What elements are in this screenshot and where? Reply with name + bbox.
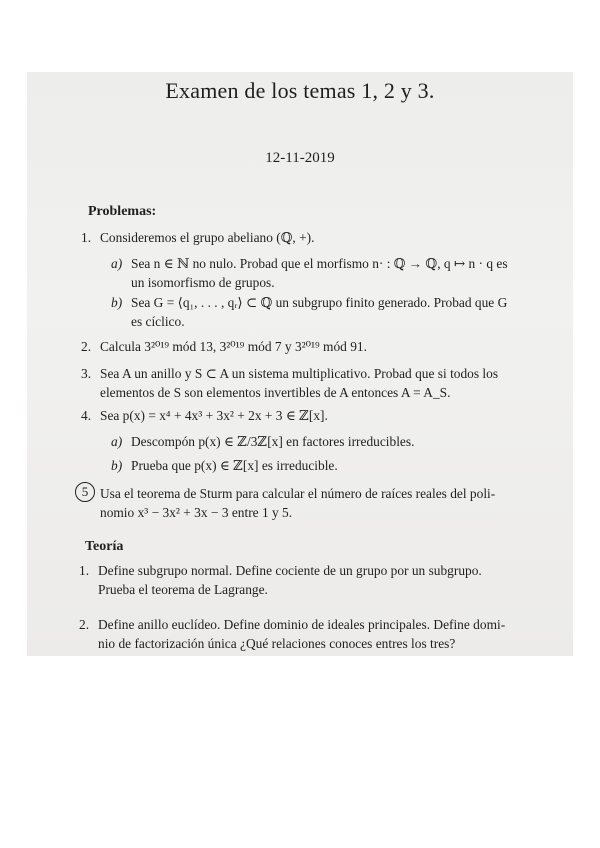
problem-4a-line-1: Descompón p(x) ∈ ℤ/3ℤ[x] en factores irreducibles.	[131, 434, 415, 449]
problem-5-line-1: Usa el teorema de Sturm para calcular el número de raíces reales del poli-	[100, 486, 496, 501]
problem-4b	[111, 456, 338, 475]
problem-1a	[111, 254, 508, 292]
problem-4a-label: a)	[111, 434, 123, 449]
exam-photo	[27, 72, 573, 656]
problem-1b-line-1: Sea G = ⟨q₁, . . . , qᵣ⟩ ⊂ ℚ un subgrupo finito generado. Probad que G	[131, 295, 508, 310]
exam-title: Examen de los temas 1, 2 y 3.	[165, 78, 435, 103]
problem-4a	[111, 432, 415, 451]
problemas-heading: Problemas:	[88, 204, 157, 219]
teoria-2-line-2: nio de factorización única ¿Qué relaciones conoces entres los tres?	[98, 636, 456, 651]
problem-5-line-2: nomio x³ − 3x² + 3x − 3 entre 1 y 5.	[100, 505, 293, 520]
problem-1-number: 1.	[81, 230, 92, 245]
teoria-2-line-1: Define anillo euclídeo. Define dominio de ideales principales. Define domi-	[98, 617, 506, 632]
problem-2	[81, 337, 367, 356]
problem-1b-label: b)	[111, 295, 123, 310]
exam-date: 12-11-2019	[265, 150, 335, 166]
teoria-2-number: 2.	[79, 617, 90, 632]
problem-1-text: Consideremos el grupo abeliano (ℚ, +).	[100, 230, 315, 245]
problem-1a-line-1: Sea n ∈ ℕ no nulo. Probad que el morfismo n· : ℚ → ℚ, q ↦ n · q es	[131, 256, 508, 271]
problem-3	[81, 364, 499, 402]
problem-2-text: Calcula 3²⁰¹⁹ mód 13, 3²⁰¹⁹ mód 7 y 3²⁰¹⁹ mód 91.	[100, 339, 367, 354]
problem-5-circled-number: 5	[75, 482, 95, 502]
problem-1a-label: a)	[111, 256, 123, 271]
teoria-1-line-2: Prueba el teorema de Lagrange.	[98, 582, 268, 597]
problem-4b-line-1: Prueba que p(x) ∈ ℤ[x] es irreducible.	[131, 458, 338, 473]
problem-4b-label: b)	[111, 458, 123, 473]
problem-3-line-2: elementos de S son elementos invertibles de A entonces A = A_S.	[100, 385, 451, 400]
problem-5	[81, 484, 496, 522]
problem-1	[81, 228, 315, 247]
problem-1b-line-2: es cíclico.	[131, 314, 185, 329]
problem-2-number: 2.	[81, 339, 92, 354]
teoria-2	[79, 615, 506, 653]
problem-4-text: Sea p(x) = x⁴ + 4x³ + 3x² + 2x + 3 ∈ ℤ[x].	[100, 408, 328, 423]
problem-4	[81, 406, 328, 425]
teoria-heading: Teoría	[85, 539, 124, 554]
problem-3-line-1: Sea A un anillo y S ⊂ A un sistema multiplicativo. Probad que si todos los	[100, 366, 499, 381]
problem-1b	[111, 293, 508, 331]
teoria-1-number: 1.	[79, 563, 90, 578]
teoria-1-line-1: Define subgrupo normal. Define cociente de un grupo por un subgrupo.	[98, 563, 482, 578]
problem-4-number: 4.	[81, 408, 92, 423]
problem-3-number: 3.	[81, 366, 92, 381]
teoria-1	[79, 561, 482, 599]
problem-1a-line-2: un isomorfismo de grupos.	[131, 275, 275, 290]
